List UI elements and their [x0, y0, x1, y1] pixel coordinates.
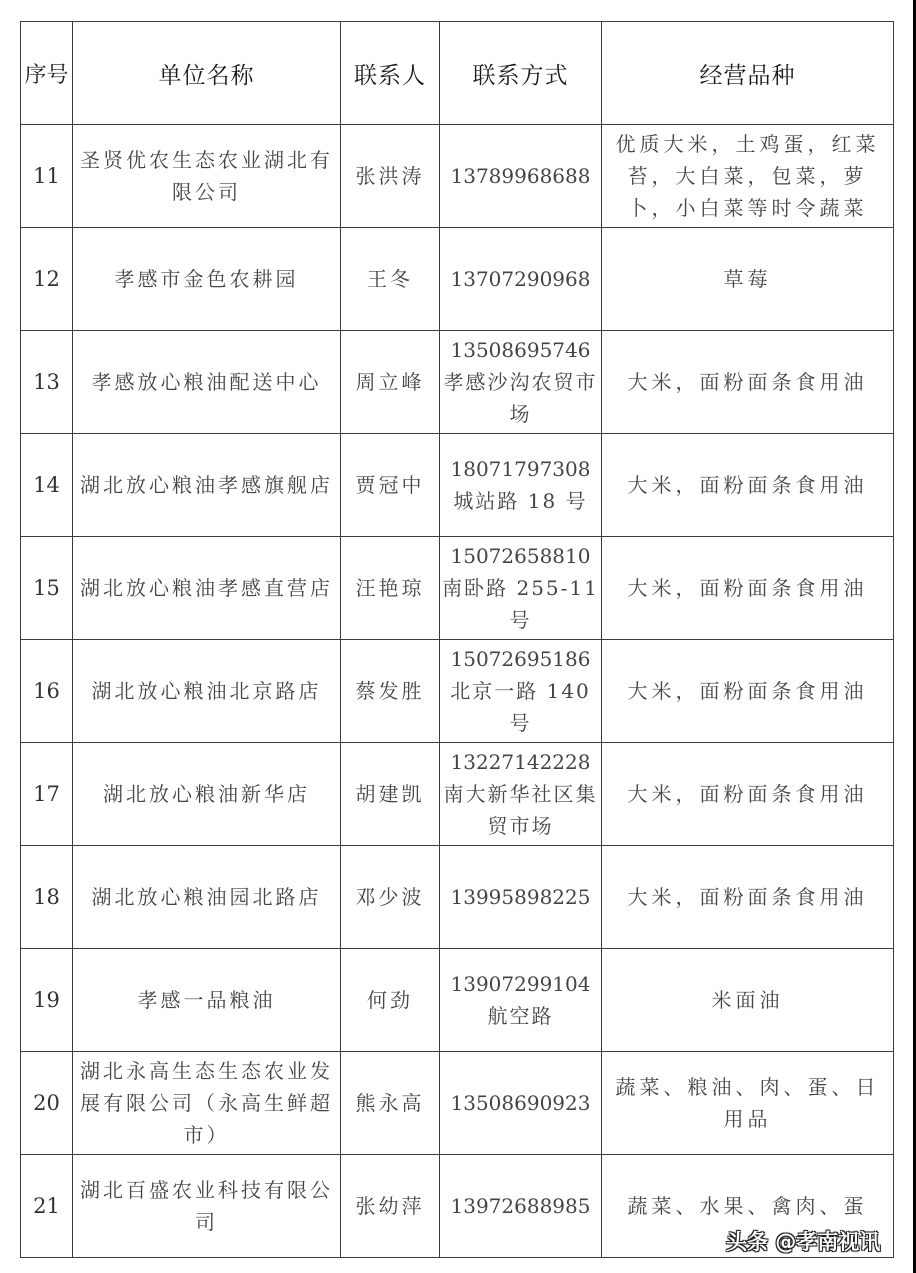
address: 北京一路 140 号	[450, 679, 591, 735]
cell-contact-info	[440, 949, 602, 1052]
table-row	[21, 1052, 894, 1155]
cell-unit-name: 湖北放心粮油北京路店	[73, 640, 341, 743]
cell-products: 大米，面粉面条食用油	[602, 537, 894, 640]
table-row	[21, 640, 894, 743]
phone-number: 13508695746	[450, 338, 591, 362]
cell-seq: 16	[21, 640, 73, 743]
cell-unit-name: 湖北放心粮油新华店	[73, 743, 341, 846]
cell-contact-person: 贾冠中	[341, 434, 440, 537]
cell-contact-info	[440, 537, 602, 640]
cell-unit-name: 圣贤优农生态农业湖北有限公司	[73, 125, 341, 228]
cell-contact-person: 邓少波	[341, 846, 440, 949]
cell-contact-person: 胡建凯	[341, 743, 440, 846]
table-row	[21, 434, 894, 537]
cell-products: 大米，面粉面条食用油	[602, 640, 894, 743]
cell-products: 蔬菜、水果、禽肉、蛋	[602, 1155, 894, 1258]
phone-number: 13789968688	[450, 164, 591, 188]
cell-contact-info	[440, 434, 602, 537]
cell-contact-person: 周立峰	[341, 331, 440, 434]
phone-number: 18071797308	[450, 457, 591, 481]
table-row	[21, 846, 894, 949]
cell-seq: 19	[21, 949, 73, 1052]
table-row	[21, 949, 894, 1052]
cell-contact-info	[440, 125, 602, 228]
phone-number: 13707290968	[450, 267, 591, 291]
cell-seq: 18	[21, 846, 73, 949]
address: 城站路 18 号	[453, 489, 588, 513]
cell-unit-name: 湖北放心粮油孝感旗舰店	[73, 434, 341, 537]
cell-unit-name: 孝感放心粮油配送中心	[73, 331, 341, 434]
cell-products: 草莓	[602, 228, 894, 331]
phone-number: 15072658810	[450, 544, 591, 568]
cell-seq: 15	[21, 537, 73, 640]
table-row	[21, 331, 894, 434]
cell-contact-info	[440, 1155, 602, 1258]
table-row	[21, 228, 894, 331]
phone-number: 15072695186	[450, 647, 591, 671]
cell-seq: 17	[21, 743, 73, 846]
table-header-row	[21, 22, 894, 125]
table-row	[21, 125, 894, 228]
address: 孝感沙沟农贸市场	[443, 370, 598, 426]
address: 南大新华社区集贸市场	[443, 782, 598, 838]
cell-contact-info	[440, 228, 602, 331]
header-contact-person: 联系人	[341, 22, 440, 125]
header-unit-name: 单位名称	[73, 22, 341, 125]
cell-seq: 12	[21, 228, 73, 331]
cell-unit-name: 孝感市金色农耕园	[73, 228, 341, 331]
cell-contact-person: 王冬	[341, 228, 440, 331]
cell-contact-info	[440, 846, 602, 949]
cell-unit-name: 湖北放心粮油孝感直营店	[73, 537, 341, 640]
phone-number: 13227142228	[450, 750, 591, 774]
cell-contact-info	[440, 331, 602, 434]
cell-seq: 21	[21, 1155, 73, 1258]
cell-contact-info	[440, 1052, 602, 1155]
phone-number: 13972688985	[450, 1194, 591, 1218]
phone-number: 13907299104	[450, 972, 591, 996]
cell-products: 大米，面粉面条食用油	[602, 743, 894, 846]
supplier-table	[20, 21, 894, 1258]
cell-contact-person: 汪艳琼	[341, 537, 440, 640]
cell-unit-name: 湖北永高生态生态农业发展有限公司（永高生鲜超市）	[73, 1052, 341, 1155]
header-contact-info: 联系方式	[440, 22, 602, 125]
table-row	[21, 743, 894, 846]
cell-seq: 14	[21, 434, 73, 537]
cell-contact-person: 何劲	[341, 949, 440, 1052]
phone-number: 13508690923	[450, 1091, 591, 1115]
cell-contact-person: 熊永高	[341, 1052, 440, 1155]
phone-number: 13995898225	[450, 885, 591, 909]
cell-products: 大米，面粉面条食用油	[602, 846, 894, 949]
address: 南卧路 255-11 号	[442, 576, 599, 632]
address: 航空路	[487, 1004, 554, 1028]
cell-contact-info	[440, 640, 602, 743]
table-body	[21, 125, 894, 1258]
cell-seq: 20	[21, 1052, 73, 1155]
cell-seq: 11	[21, 125, 73, 228]
cell-unit-name: 湖北百盛农业科技有限公司	[73, 1155, 341, 1258]
cell-products: 优质大米，土鸡蛋，红菜苔，大白菜，包菜，萝卜，小白菜等时令蔬菜	[602, 125, 894, 228]
cell-contact-person: 张幼萍	[341, 1155, 440, 1258]
cell-products: 米面油	[602, 949, 894, 1052]
watermark: 头条 @孝南视讯	[726, 1230, 881, 1254]
table-row	[21, 537, 894, 640]
cell-contact-person: 蔡发胜	[341, 640, 440, 743]
header-products: 经营品种	[602, 22, 894, 125]
cell-unit-name: 湖北放心粮油园北路店	[73, 846, 341, 949]
cell-unit-name: 孝感一品粮油	[73, 949, 341, 1052]
cell-contact-info	[440, 743, 602, 846]
cell-seq: 13	[21, 331, 73, 434]
cell-contact-person: 张洪涛	[341, 125, 440, 228]
header-seq: 序号	[21, 22, 73, 125]
cell-products: 大米，面粉面条食用油	[602, 434, 894, 537]
cell-products: 大米，面粉面条食用油	[602, 331, 894, 434]
cell-products: 蔬菜、粮油、肉、蛋、日用品	[602, 1052, 894, 1155]
